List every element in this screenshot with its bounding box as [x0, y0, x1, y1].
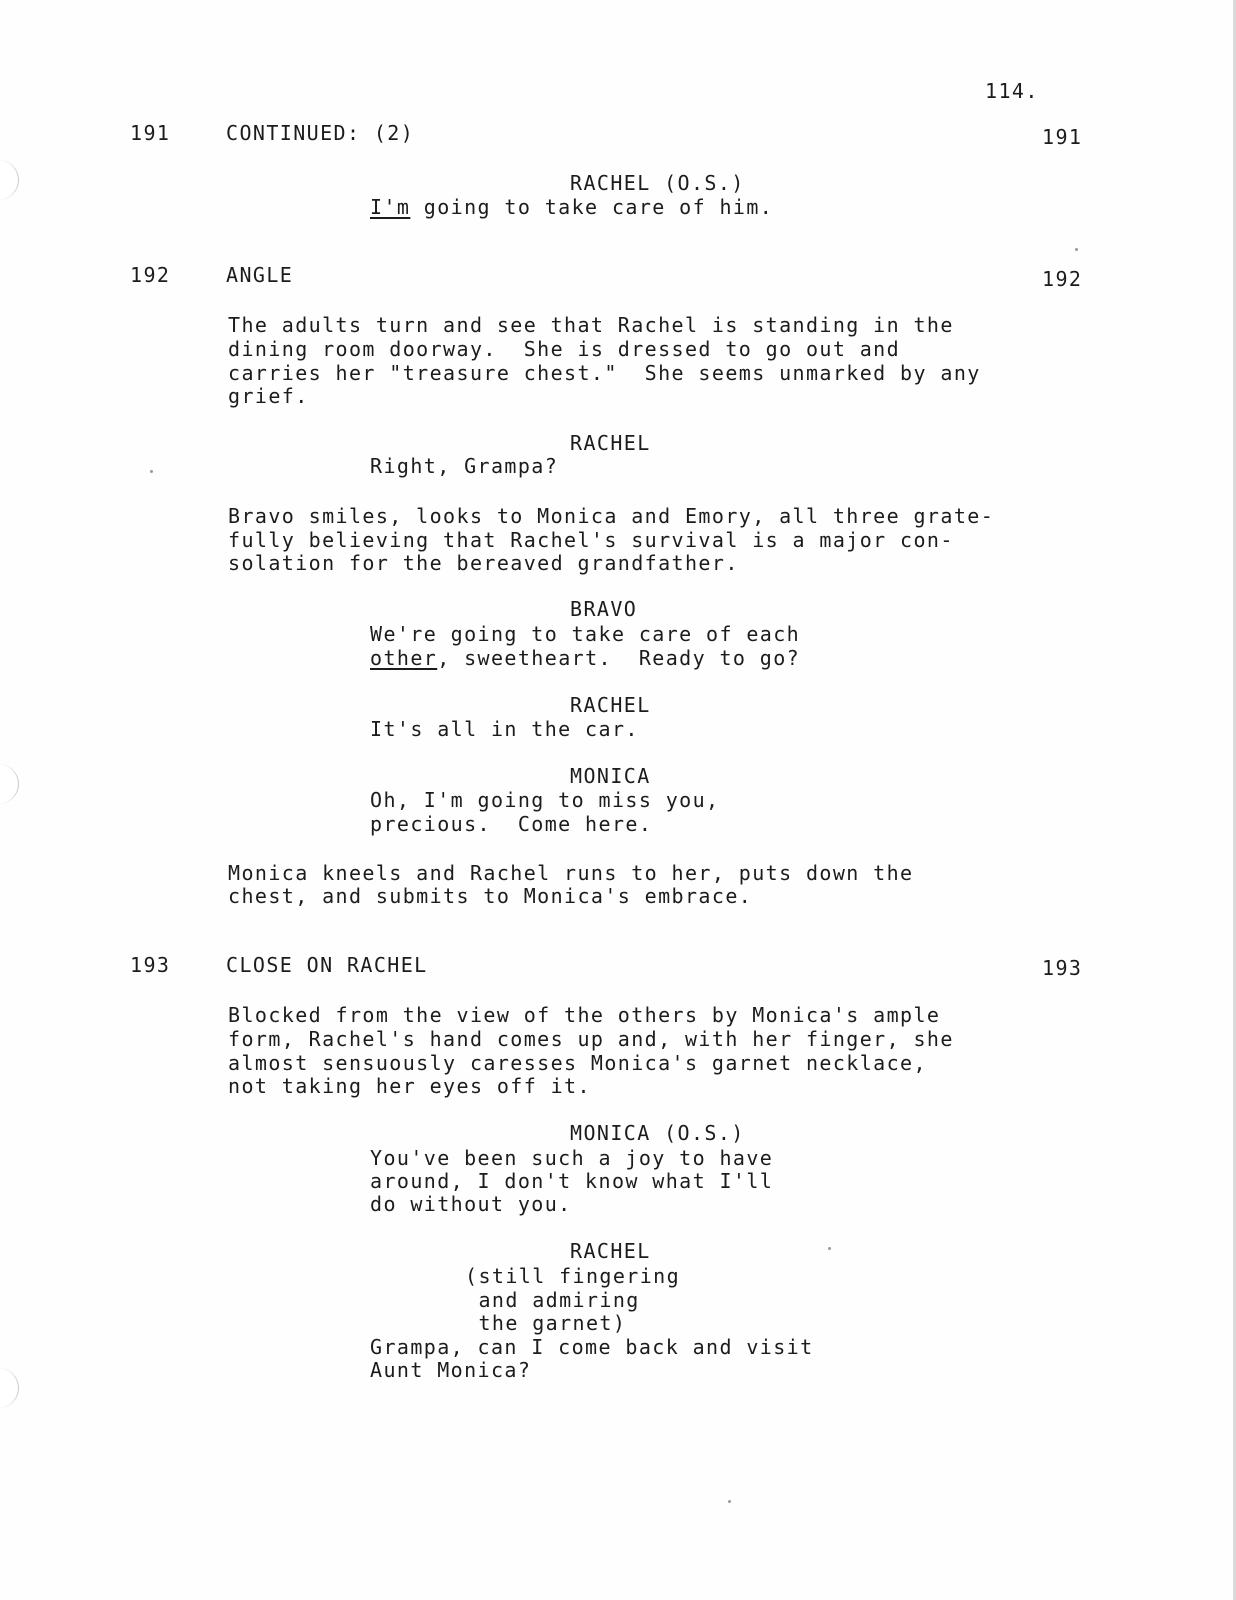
dialogue-line: precious. Come here.: [370, 812, 653, 836]
action-line: form, Rachel's hand comes up and, with her finger, she: [228, 1027, 954, 1051]
dialogue-line: Oh, I'm going to miss you,: [370, 788, 720, 812]
parenthetical-line: (still fingering: [465, 1264, 681, 1288]
action-line: Blocked from the view of the others by Monica's ample: [228, 1003, 941, 1027]
scene-number-right: 193: [1042, 956, 1083, 980]
page-number: 114.: [985, 79, 1039, 103]
emphasis-word: I'm: [370, 195, 411, 219]
dialogue-line: Right, Grampa?: [370, 454, 559, 478]
scene-number-left: 191: [130, 121, 171, 145]
scene-number-right: 191: [1042, 125, 1083, 149]
scene-number-right: 192: [1042, 267, 1083, 291]
action-line: not taking her eyes off it.: [228, 1074, 591, 1098]
parenthetical-line: the garnet): [465, 1311, 627, 1335]
dialogue-line: We're going to take care of each: [370, 622, 801, 646]
punch-hole: [0, 160, 19, 200]
paper-speck: [150, 470, 153, 473]
paper-speck: [728, 1500, 731, 1503]
dialogue-line: I'm going to take care of him.: [370, 195, 774, 219]
action-line: almost sensuously caresses Monica's garnet necklace,: [228, 1051, 927, 1075]
dialogue-line: around, I don't know what I'll: [370, 1169, 774, 1193]
emphasis-word: other: [370, 646, 438, 670]
dialogue-line: other, sweetheart. Ready to go?: [370, 646, 801, 670]
action-line: chest, and submits to Monica's embrace.: [228, 884, 753, 908]
character-name: RACHEL (O.S.): [570, 171, 745, 195]
scene-number-left: 192: [130, 263, 171, 287]
character-name: RACHEL: [570, 1239, 651, 1263]
dialogue-line: Aunt Monica?: [370, 1358, 532, 1382]
action-line: grief.: [228, 384, 309, 408]
character-name: RACHEL: [570, 693, 651, 717]
character-name: RACHEL: [570, 431, 651, 455]
character-name: MONICA (O.S.): [570, 1121, 745, 1145]
paper-speck: [1075, 248, 1078, 251]
action-line: solation for the bereaved grandfather.: [228, 551, 739, 575]
scene-heading: CLOSE ON RACHEL: [226, 953, 428, 977]
parenthetical-line: and admiring: [465, 1288, 640, 1312]
dialogue-line: You've been such a joy to have: [370, 1146, 774, 1170]
scene-heading: CONTINUED: (2): [226, 121, 415, 145]
action-line: The adults turn and see that Rachel is standing in the: [228, 313, 954, 337]
dialogue-line: It's all in the car.: [370, 717, 639, 741]
punch-hole: [0, 1368, 19, 1408]
character-name: MONICA: [570, 764, 651, 788]
scene-number-left: 193: [130, 953, 171, 977]
action-line: Bravo smiles, looks to Monica and Emory, all three grate-: [228, 504, 995, 528]
scene-heading: ANGLE: [226, 263, 294, 287]
action-line: carries her "treasure chest." She seems unmarked by any: [228, 361, 981, 385]
punch-hole: [0, 764, 19, 804]
character-name: BRAVO: [570, 597, 638, 621]
dialogue-line: Grampa, can I come back and visit: [370, 1335, 814, 1359]
action-line: Monica kneels and Rachel runs to her, puts down the: [228, 861, 914, 885]
dialogue-line: do without you.: [370, 1192, 572, 1216]
action-line: dining room doorway. She is dressed to go out and: [228, 337, 901, 361]
paper-speck: [828, 1247, 831, 1250]
action-line: fully believing that Rachel's survival is a major con-: [228, 528, 954, 552]
